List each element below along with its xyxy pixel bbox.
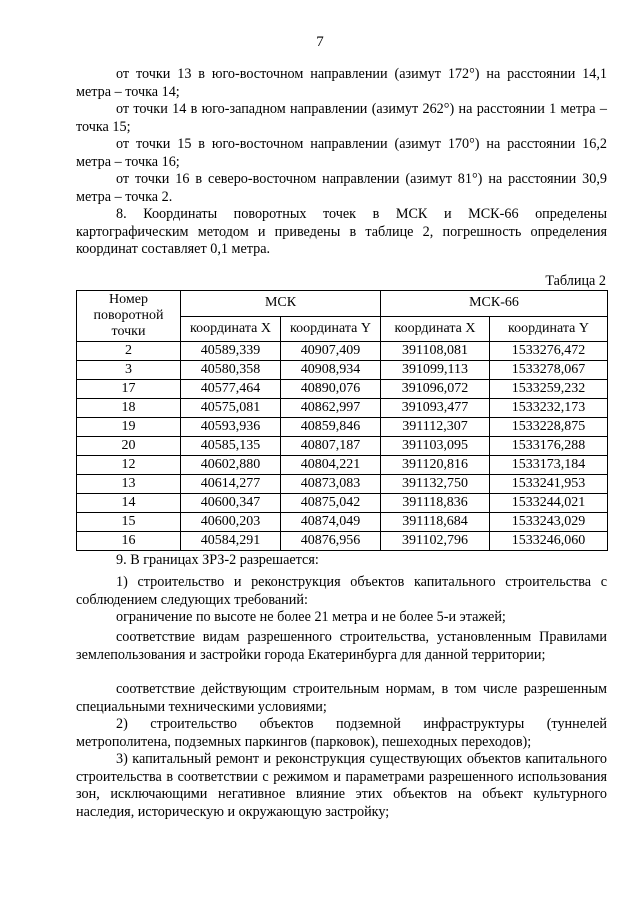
paragraph-building-norms: соответствие действующим строительным нормам, в том числе разрешенным специальными техническими условиями; bbox=[76, 681, 607, 715]
paragraph-land-use-rules: соответствие видам разрешенного строительства, установленным Правилами землепользования и застройки города Екатеринбурга для данной территории; bbox=[76, 629, 607, 663]
msk66-y-cell: 1533278,067 bbox=[490, 361, 608, 380]
msk66-x-cell: 391093,477 bbox=[381, 399, 490, 418]
msk66-y-cell: 1533228,875 bbox=[490, 418, 608, 437]
msk66-y-cell: 1533243,029 bbox=[490, 513, 608, 532]
table-row bbox=[77, 399, 608, 418]
msk66-y-cell: 1533176,288 bbox=[490, 437, 608, 456]
msk-x-cell: 40580,358 bbox=[181, 361, 281, 380]
point-number-cell: 18 bbox=[77, 399, 181, 418]
table-row bbox=[77, 437, 608, 456]
msk-x-cell: 40600,203 bbox=[181, 513, 281, 532]
table-row bbox=[77, 475, 608, 494]
msk-y-cell: 40873,083 bbox=[281, 475, 381, 494]
msk66-x-cell: 391102,796 bbox=[381, 532, 490, 551]
msk66-y-cell: 1533244,021 bbox=[490, 494, 608, 513]
msk-x-cell: 40600,347 bbox=[181, 494, 281, 513]
table-row bbox=[77, 456, 608, 475]
msk-x-cell: 40614,277 bbox=[181, 475, 281, 494]
msk66-x-cell: 391108,081 bbox=[381, 342, 490, 361]
paragraph-item-9-1: 1) строительство и реконструкция объектов капитального строительства с соблюдением следующих требований: bbox=[76, 574, 607, 608]
paragraph-point-14: от точки 14 в юго-западном направлении (азимут 262°) на расстоянии 1 метра – точка 15; bbox=[76, 101, 607, 135]
header-msk: МСК bbox=[181, 291, 381, 317]
header-point-number: Номер поворотной точки bbox=[77, 291, 181, 342]
msk-y-cell: 40876,956 bbox=[281, 532, 381, 551]
msk66-x-cell: 391112,307 bbox=[381, 418, 490, 437]
paragraph-item-9-2: 2) строительство объектов подземной инфраструктуры (туннелей метрополитена, подземных паркингов (парковок), пешеходных переходов); bbox=[76, 716, 607, 750]
point-number-cell: 3 bbox=[77, 361, 181, 380]
msk66-x-cell: 391103,095 bbox=[381, 437, 490, 456]
table-row bbox=[77, 494, 608, 513]
msk66-y-cell: 1533241,953 bbox=[490, 475, 608, 494]
msk-x-cell: 40577,464 bbox=[181, 380, 281, 399]
paragraph-item-9-3: 3) капитальный ремонт и реконструкция существующих объектов капитального строительства в соответствии с режимом и параметрами разрешенного использования зон, исключающими негативное влияние этих объектов на объект культурного наследия, историческую и окружающую застройку; bbox=[76, 751, 607, 820]
header-msk66-y: координата Y bbox=[490, 316, 608, 342]
msk-x-cell: 40585,135 bbox=[181, 437, 281, 456]
table-row bbox=[77, 418, 608, 437]
coordinates-table bbox=[76, 290, 608, 551]
msk-y-cell: 40907,409 bbox=[281, 342, 381, 361]
msk-x-cell: 40584,291 bbox=[181, 532, 281, 551]
point-number-cell: 16 bbox=[77, 532, 181, 551]
point-number-cell: 15 bbox=[77, 513, 181, 532]
paragraph-height-limit: ограничение по высоте не более 21 метра и не более 5-и этажей; bbox=[116, 609, 506, 625]
msk-y-cell: 40908,934 bbox=[281, 361, 381, 380]
msk66-x-cell: 391120,816 bbox=[381, 456, 490, 475]
msk66-y-cell: 1533276,472 bbox=[490, 342, 608, 361]
header-msk-x: координата X bbox=[181, 316, 281, 342]
table-row bbox=[77, 342, 608, 361]
paragraph-point-13: от точки 13 в юго-восточном направлении (азимут 172°) на расстоянии 14,1 метра – точка 14; bbox=[76, 66, 607, 100]
point-number-cell: 13 bbox=[77, 475, 181, 494]
point-number-cell: 2 bbox=[77, 342, 181, 361]
msk-y-cell: 40862,997 bbox=[281, 399, 381, 418]
point-number-cell: 20 bbox=[77, 437, 181, 456]
msk66-x-cell: 391118,684 bbox=[381, 513, 490, 532]
table-row bbox=[77, 532, 608, 551]
header-msk-y: координата Y bbox=[281, 316, 381, 342]
header-msk66: МСК-66 bbox=[381, 291, 608, 317]
msk66-y-cell: 1533232,173 bbox=[490, 399, 608, 418]
msk66-x-cell: 391118,836 bbox=[381, 494, 490, 513]
msk-y-cell: 40804,221 bbox=[281, 456, 381, 475]
msk-x-cell: 40589,339 bbox=[181, 342, 281, 361]
msk66-y-cell: 1533246,060 bbox=[490, 532, 608, 551]
table-row bbox=[77, 361, 608, 380]
msk66-x-cell: 391099,113 bbox=[381, 361, 490, 380]
table-caption: Таблица 2 bbox=[545, 273, 606, 289]
page-number: 7 bbox=[316, 34, 324, 50]
header-msk66-x: координата X bbox=[381, 316, 490, 342]
paragraph-item-8: 8. Координаты поворотных точек в МСК и МСК-66 определены картографическим методом и приведены в таблице 2, погрешность определения координат составляет 0,1 метра. bbox=[76, 206, 607, 258]
table-body bbox=[77, 342, 608, 551]
point-number-cell: 14 bbox=[77, 494, 181, 513]
msk-x-cell: 40593,936 bbox=[181, 418, 281, 437]
paragraph-item-9: 9. В границах ЗРЗ-2 разрешается: bbox=[116, 552, 319, 568]
msk-y-cell: 40890,076 bbox=[281, 380, 381, 399]
table-row bbox=[77, 380, 608, 399]
paragraph-point-15: от точки 15 в юго-восточном направлении (азимут 170°) на расстоянии 16,2 метра – точка 16; bbox=[76, 136, 607, 170]
point-number-cell: 19 bbox=[77, 418, 181, 437]
msk66-x-cell: 391132,750 bbox=[381, 475, 490, 494]
msk-x-cell: 40575,081 bbox=[181, 399, 281, 418]
msk66-y-cell: 1533173,184 bbox=[490, 456, 608, 475]
msk-y-cell: 40875,042 bbox=[281, 494, 381, 513]
msk-y-cell: 40807,187 bbox=[281, 437, 381, 456]
point-number-cell: 17 bbox=[77, 380, 181, 399]
msk66-x-cell: 391096,072 bbox=[381, 380, 490, 399]
msk-x-cell: 40602,880 bbox=[181, 456, 281, 475]
point-number-cell: 12 bbox=[77, 456, 181, 475]
msk-y-cell: 40859,846 bbox=[281, 418, 381, 437]
paragraph-point-16: от точки 16 в северо-восточном направлении (азимут 81°) на расстоянии 30,9 метра – точка 2. bbox=[76, 171, 607, 205]
msk66-y-cell: 1533259,232 bbox=[490, 380, 608, 399]
msk-y-cell: 40874,049 bbox=[281, 513, 381, 532]
table-row bbox=[77, 513, 608, 532]
